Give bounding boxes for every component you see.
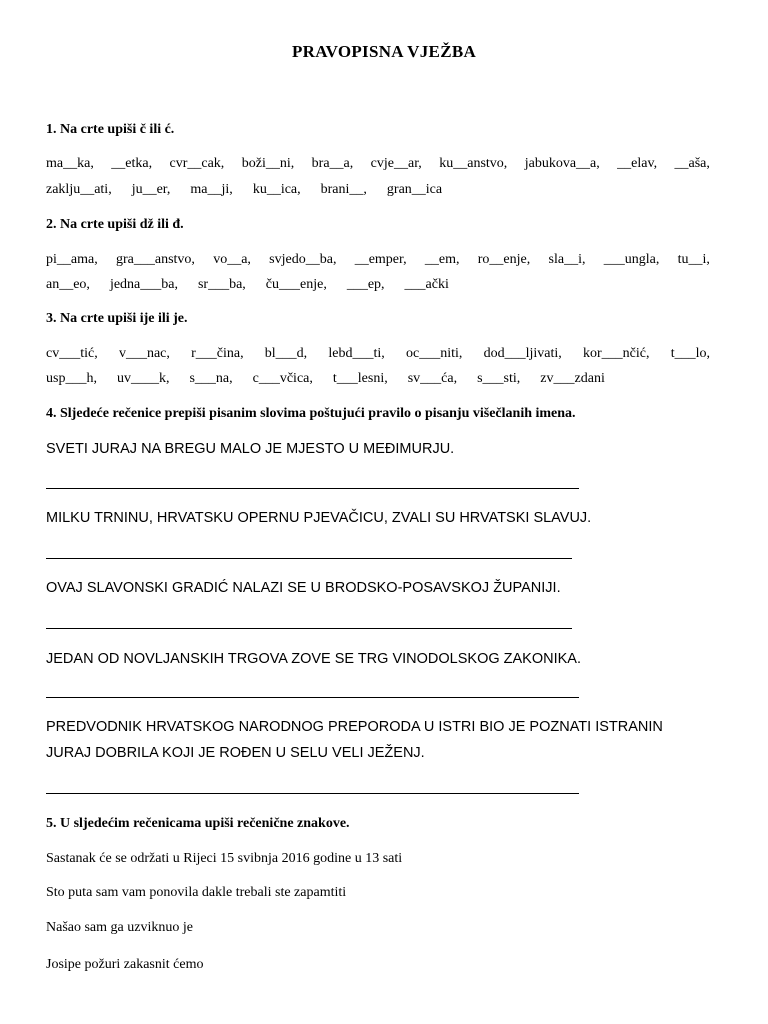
punctuation-sentence-3: Našao sam ga uzviknuo je	[46, 920, 193, 935]
question-1-heading: 1. Na crte upiši č ili ć.	[46, 122, 175, 137]
fill-in-word: bra__a,	[311, 156, 354, 171]
fill-in-word: usp___h,	[46, 371, 97, 386]
sentence-caps-4: JEDAN OD NOVLJANSKIH TRGOVA ZOVE SE TRG VINODOLSKOG ZAKONIKA.	[46, 651, 582, 667]
fill-in-word: ___ungla,	[603, 252, 660, 267]
question-2-row-1	[46, 252, 710, 268]
fill-in-word: zaklju__ati,	[46, 182, 112, 197]
fill-in-word: ku__ica,	[252, 182, 301, 197]
fill-in-word: pi__ama,	[46, 252, 98, 267]
fill-in-word: cvje__ar,	[370, 156, 422, 171]
fill-in-word: ku__anstvo,	[439, 156, 508, 171]
fill-in-word: s___sti,	[477, 371, 521, 386]
fill-in-word: ___ački	[404, 277, 449, 292]
fill-in-word: sr___ba,	[197, 277, 246, 292]
answer-line-5[interactable]	[46, 793, 579, 794]
question-1-row-1	[46, 156, 710, 172]
fill-in-word: ču___enje,	[265, 277, 327, 292]
fill-in-word: lebd___ti,	[328, 346, 385, 361]
fill-in-word: kor___nčić,	[583, 346, 650, 361]
fill-in-word: cv___tić,	[46, 346, 98, 361]
fill-in-word: __emper,	[354, 252, 407, 267]
answer-line-3[interactable]	[46, 628, 572, 629]
question-2-row-2	[46, 277, 710, 293]
fill-in-word: brani__,	[320, 182, 367, 197]
fill-in-word: ma__ji,	[190, 182, 233, 197]
fill-in-word: __elav,	[617, 156, 658, 171]
fill-in-word: zv___zdani	[540, 371, 605, 386]
fill-in-word: boži__ni,	[241, 156, 295, 171]
fill-in-word: oc___niti,	[406, 346, 463, 361]
fill-in-word: __etka,	[111, 156, 153, 171]
question-2-words-2	[46, 277, 710, 293]
question-2-words	[46, 252, 710, 268]
question-1-words-2	[46, 182, 710, 198]
question-2-heading: 2. Na crte upiši dž ili đ.	[46, 217, 184, 232]
question-5-heading: 5. U sljedećim rečenicama upiši rečenične znakove.	[46, 816, 350, 831]
fill-in-word: jabukova__a,	[524, 156, 600, 171]
punctuation-sentence-1: Sastanak će se održati u Rijeci 15 svibnja 2016 godine u 13 sati	[46, 851, 403, 866]
question-3-heading: 3. Na crte upiši ije ili je.	[46, 311, 188, 326]
fill-in-word: ju__er,	[131, 182, 171, 197]
fill-in-word: __em,	[424, 252, 460, 267]
fill-in-word: s___na,	[189, 371, 233, 386]
fill-in-word: sla__i,	[548, 252, 586, 267]
fill-in-word: ro__enje,	[477, 252, 531, 267]
fill-in-word: jedna___ba,	[109, 277, 178, 292]
fill-in-word: gra___anstvo,	[115, 252, 195, 267]
question-1-words	[46, 156, 710, 172]
question-4-heading: 4. Sljedeće rečenice prepiši pisanim slovima poštujući pravilo o pisanju višečlanih imena.	[46, 406, 576, 421]
question-3-row-2	[46, 371, 710, 387]
question-3-row-1	[46, 346, 710, 362]
question-3-words-2	[46, 371, 710, 387]
punctuation-sentence-4: Josipe požuri zakasnit ćemo	[46, 957, 204, 972]
question-3-words	[46, 346, 710, 362]
fill-in-word: dod___ljivati,	[483, 346, 562, 361]
sentence-caps-2: MILKU TRNINU, HRVATSKU OPERNU PJEVAČICU, ZVALI SU HRVATSKI SLAVUJ.	[46, 510, 592, 526]
punctuation-sentence-2: Sto puta sam vam ponovila dakle trebali ste zapamtiti	[46, 885, 347, 900]
sentence-caps-6: JURAJ DOBRILA KOJI JE ROĐEN U SELU VELI JEŽENJ.	[46, 745, 425, 761]
sentence-caps-3: OVAJ SLAVONSKI GRADIĆ NALAZI SE U BRODSKO-POSAVSKOJ ŽUPANIJI.	[46, 580, 561, 596]
fill-in-word: svjedo__ba,	[269, 252, 337, 267]
fill-in-word: cvr__cak,	[169, 156, 225, 171]
fill-in-word: vo__a,	[213, 252, 251, 267]
fill-in-word: sv___ća,	[407, 371, 458, 386]
fill-in-word: __aša,	[674, 156, 710, 171]
fill-in-word: gran__ica	[386, 182, 443, 197]
fill-in-word: ma__ka,	[46, 156, 94, 171]
fill-in-word: r___čina,	[191, 346, 244, 361]
fill-in-word: t___lesni,	[332, 371, 388, 386]
fill-in-word: t___lo,	[670, 346, 710, 361]
answer-line-1[interactable]	[46, 488, 579, 489]
fill-in-word: c___včica,	[252, 371, 313, 386]
fill-in-word: an__eo,	[46, 277, 90, 292]
answer-line-4[interactable]	[46, 697, 579, 698]
fill-in-word: v___nac,	[118, 346, 170, 361]
sentence-caps-5: PREDVODNIK HRVATSKOG NARODNOG PREPORODA U ISTRI BIO JE POZNATI ISTRANIN	[46, 719, 663, 735]
fill-in-word: bl___d,	[264, 346, 308, 361]
fill-in-word: ___ep,	[346, 277, 385, 292]
sentence-caps-1: SVETI JURAJ NA BREGU MALO JE MJESTO U MEĐIMURJU.	[46, 441, 455, 457]
fill-in-word: uv____k,	[116, 371, 170, 386]
question-1-row-2	[46, 182, 710, 198]
page-title: PRAVOPISNA VJEŽBA	[291, 42, 477, 61]
fill-in-word: tu__i,	[677, 252, 710, 267]
answer-line-2[interactable]	[46, 558, 572, 559]
